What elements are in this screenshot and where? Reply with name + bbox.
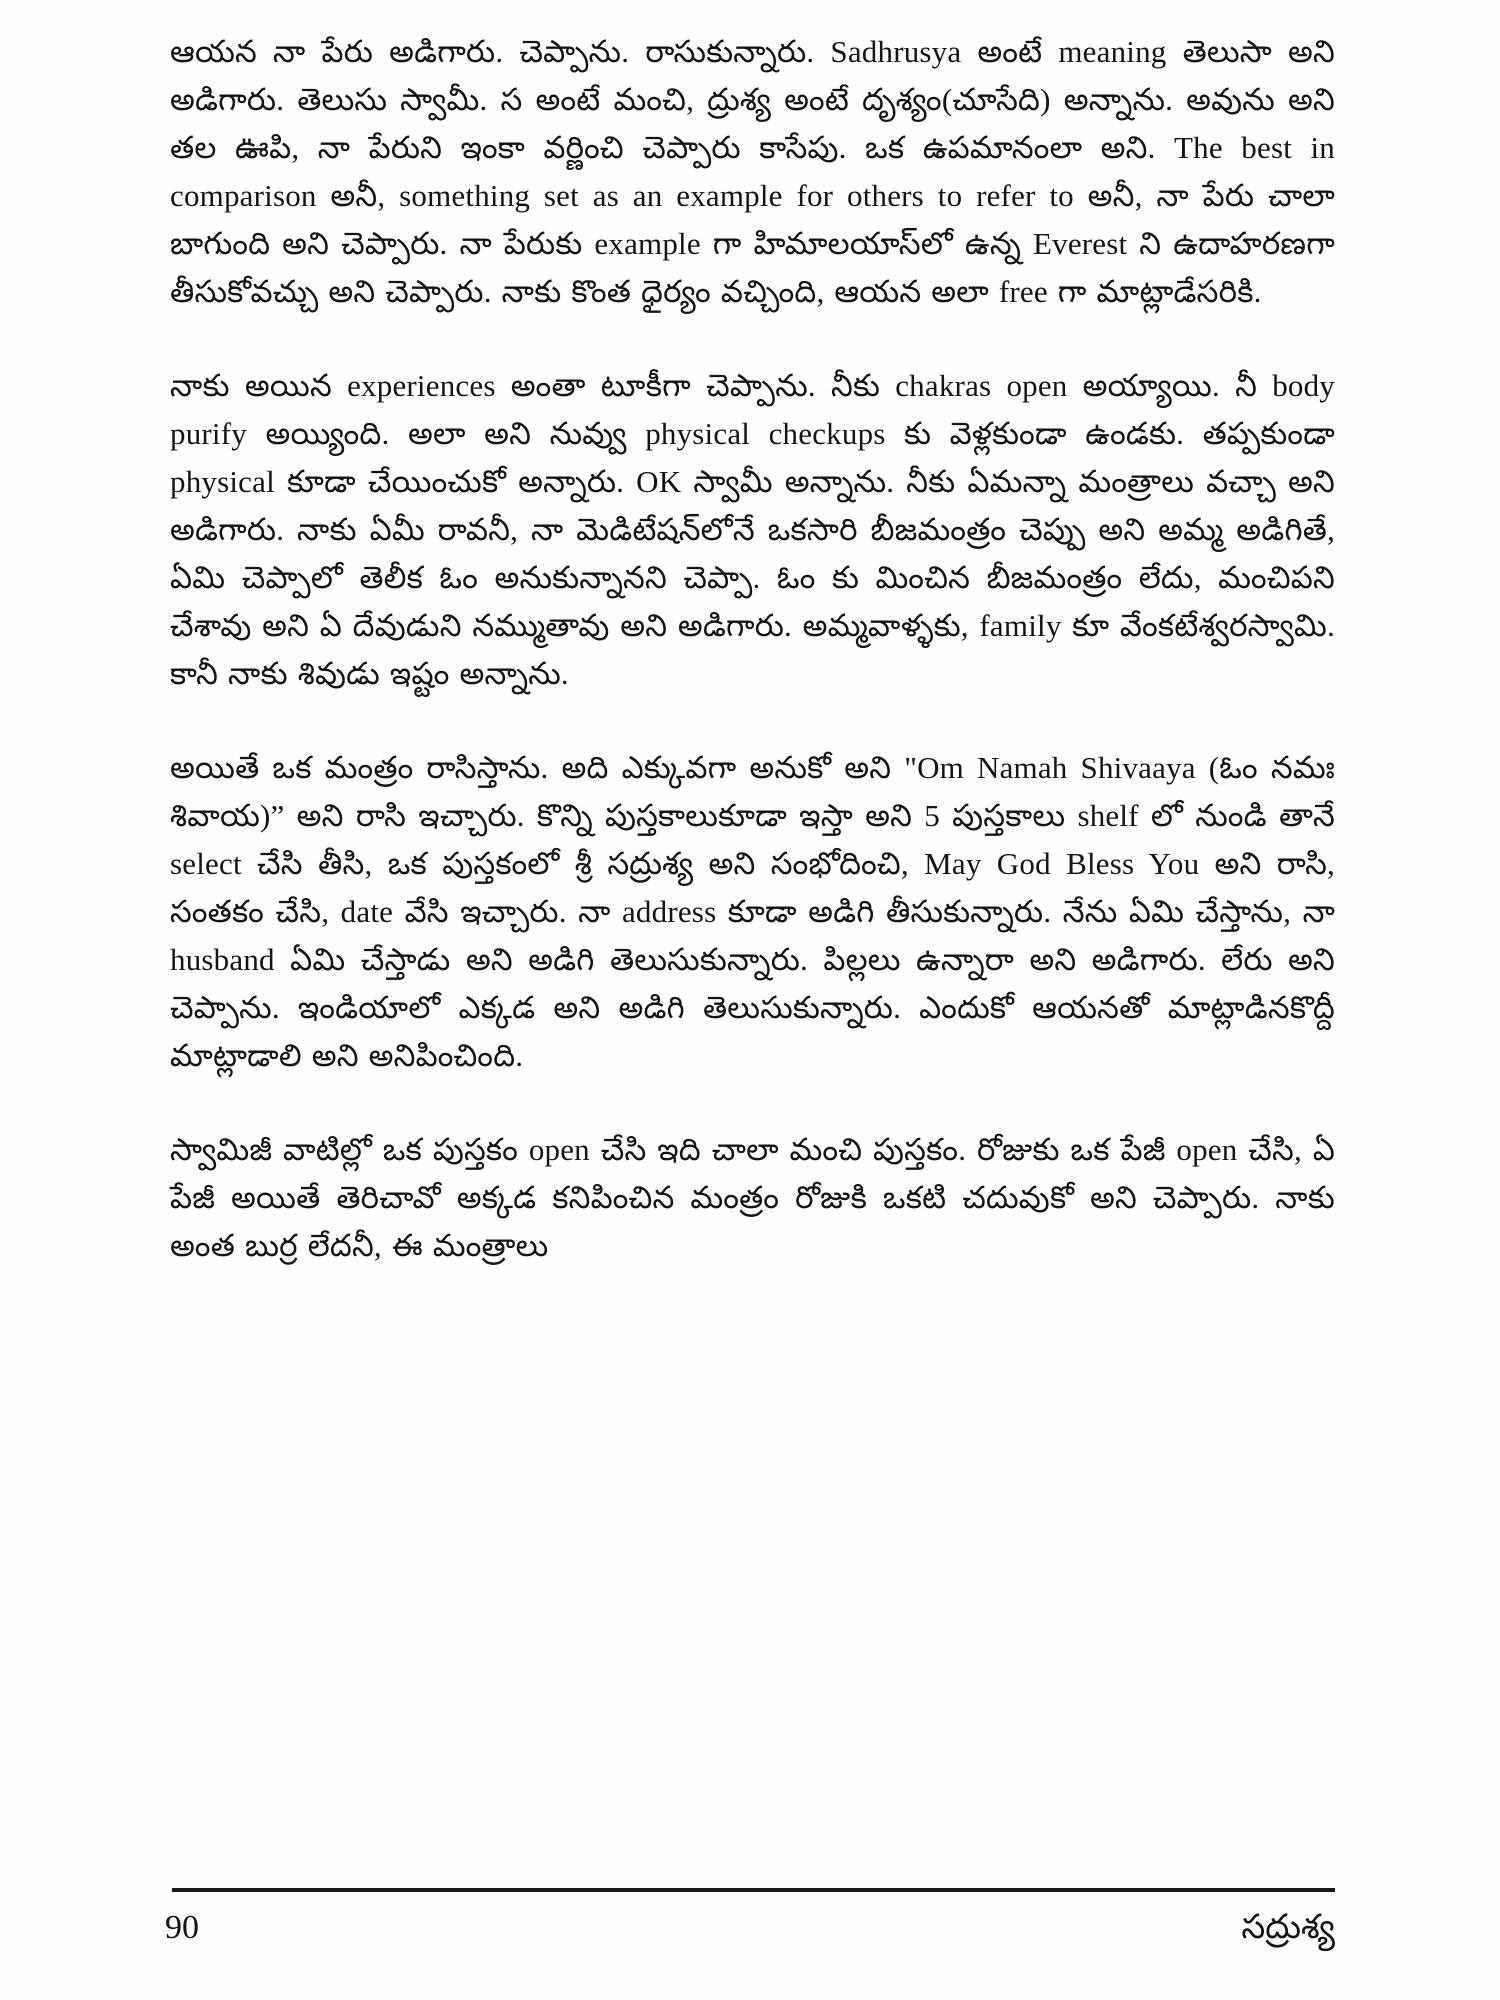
body-paragraph-3: అయితే ఒక మంత్రం రాసిస్తాను. అది ఎక్కువగా అనుకో అని "Om Namah Shivaaya (ఓం నమః శివాయ)” అని రాసి ఇచ్చారు. కొన్ని పుస్తకాలుకూడా ఇస్తా అని 5 పుస్తకాలు shelf లో నుండి తానే select చేసి తీసి, ఒక పుస్తకంలో శ్రీ సద్రుశ్య అని సంభోదించి, May God Bless You అని రాసి, సంతకం చేసి, date వేసి ఇచ్చారు. నా address కూడా అడిగి తీసుకున్నారు. నేను ఏమి చేస్తాను, నా husband ఏమి చేస్తాడు అని అడిగి తెలుసుకున్నారు. పిల్లలు ఉన్నారా అని అడిగారు. లేరు అని చెప్పాను. ఇండియాలో ఎక్కడ అని అడిగి తెలుసుకున్నారు. ఎందుకో ఆయనతో మాట్లాడినకొద్దీ మాట్లాడాలి అని అనిపించింది. xyxy=(170,750,1335,1073)
page-number: 90 xyxy=(165,1909,199,1946)
body-paragraph-1: ఆయన నా పేరు అడిగారు. చెప్పాను. రాసుకున్నారు. Sadhrusya అంటే meaning తెలుసా అని అడిగారు. తెలుసు స్వామీ. స అంటే మంచి, ద్రుశ్య అంటే దృశ్యం(చూసేది) అన్నాను. అవును అని తల ఊపి, నా పేరుని ఇంకా వర్ణించి చెప్పారు కాసేపు. ఒక ఉపమానంలా అని. The best in comparison అనీ, something set as an example for others to refer to అనీ, నా పేరు చాలా బాగుంది అని చెప్పారు. నా పేరుకు example గా హిమాలయాస్‌లో ఉన్న Everest ని ఉదాహరణగా తీసుకోవచ్చు అని చెప్పారు. నాకు కొంత ధైర్యం వచ్చింది, ఆయన అలా free గా మాట్లాడేసరికి. xyxy=(170,34,1335,309)
body-paragraph-2: నాకు అయిన experiences అంతా టూకీగా చెప్పాను. నీకు chakras open అయ్యాయి. నీ body purify అయ్యింది. అలా అని నువ్వు physical checkups కు వెళ్లకుండా ఉండకు. తప్పకుండా physical కూడా చేయించుకో అన్నారు. OK స్వామీ అన్నాను. నీకు ఏమన్నా మంత్రాలు వచ్చా అని అడిగారు. నాకు ఏమీ రావనీ, నా మెడిటేషన్‌లోనే ఒకసారి బీజమంత్రం చెప్పు అని అమ్మ అడిగితే, ఏమి చెప్పాలో తెలీక ఓం అనుకున్నానని చెప్పా. ఓం కు మించిన బీజమంత్రం లేదు, మంచిపని చేశావు అని ఏ దేవుడుని నమ్ముతావు అని అడిగారు. అమ్మవాళ్ళకు, family కూ వేంకటేశ్వరస్వామి. కానీ నాకు శివుడు ఇష్టం అన్నాను. xyxy=(170,368,1335,691)
running-title: సద్రుశ్య xyxy=(1241,1909,1335,1946)
footer-divider xyxy=(172,1888,1335,1892)
body-paragraph-4: స్వామిజీ వాటిల్లో ఒక పుస్తకం open చేసి ఇది చాలా మంచి పుస్తకం. రోజుకు ఒక పేజీ open చేసి, ఏ పేజీ అయితే తెరిచావో అక్కడ కనిపించిన మంత్రం రోజుకి ఒకటి చదువుకో అని చెప్పారు. నాకు అంత బుర్ర లేదనీ, ఈ మంత్రాలు xyxy=(170,1132,1335,1263)
page-body-text xyxy=(170,28,1335,1316)
page-footer xyxy=(165,1908,1335,1948)
